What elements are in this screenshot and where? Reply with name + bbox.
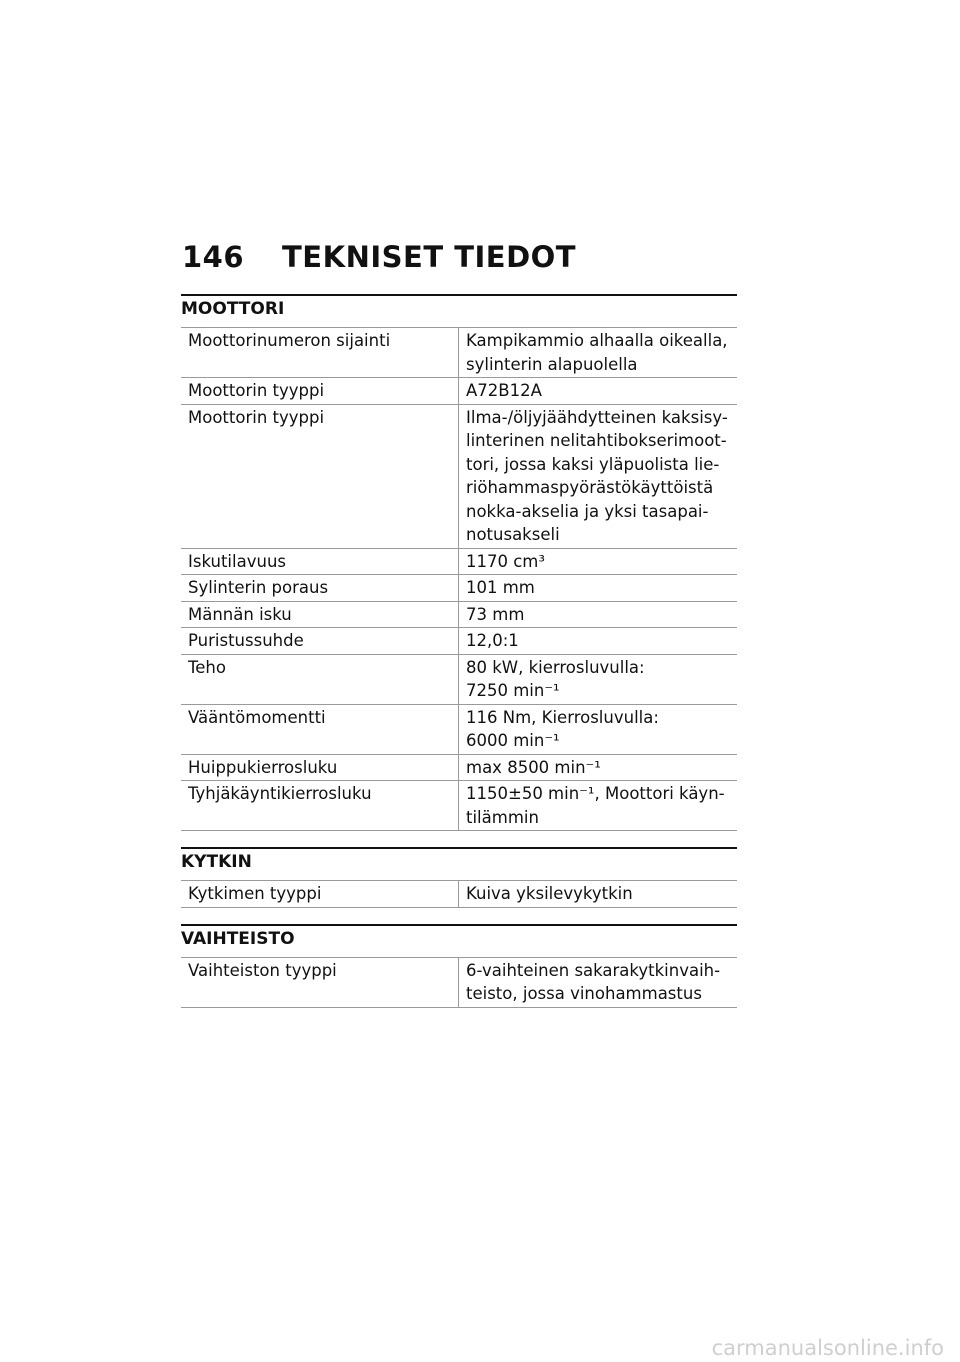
spec-value: [459, 575, 738, 602]
spec-value: [459, 781, 738, 831]
spec-value-line: 12,0:1: [466, 631, 519, 650]
spec-table: [181, 327, 737, 831]
spec-label: Kytkimen tyyppi: [181, 881, 459, 908]
spec-value: [459, 881, 738, 908]
spec-value-line: max 8500 min⁻¹: [466, 757, 601, 777]
table-row: [181, 781, 737, 831]
spec-value-line: 73 mm: [466, 604, 525, 624]
spec-label: Tyhjäkäyntikierrosluku: [181, 781, 459, 831]
spec-table: [181, 957, 737, 1008]
spec-value-line: riöhammaspyörästökäyttöistä: [466, 478, 714, 497]
table-row: [181, 378, 737, 405]
spec-value-line: 6-vaihteinen sakarakytkinvaih-: [466, 960, 721, 980]
chapter-title: TEKNISET TIEDOT: [282, 240, 577, 274]
spec-label: Moottorin tyyppi: [181, 404, 459, 548]
spec-label: Vääntömomentti: [181, 704, 459, 754]
spec-value: [459, 601, 738, 628]
spec-value-line: 80 kW, kierrosluvulla:: [466, 657, 645, 677]
spec-value-line: Ilma-/öljyjäähdytteinen kaksisy-: [466, 407, 728, 427]
spec-value-line: A72B12A: [466, 381, 542, 400]
spec-value-line: sylinterin alapuolella: [466, 354, 638, 374]
spec-value: [459, 548, 738, 575]
spec-value-line: 1170 cm³: [466, 551, 545, 571]
spec-value-line: teisto, jossa vinohammastus: [466, 984, 702, 1003]
table-row: [181, 328, 737, 378]
table-row: [181, 957, 737, 1007]
section-title: MOOTTORI: [181, 294, 737, 327]
spec-value-line: tilämmin: [466, 807, 539, 827]
spec-value: [459, 328, 738, 378]
spec-label: Puristussuhde: [181, 628, 459, 655]
spec-value-line: tori, jossa kaksi yläpuolista lie-: [466, 454, 720, 474]
spec-value-line: 101 mm: [466, 578, 535, 597]
spec-section: [181, 924, 737, 1008]
table-row: [181, 654, 737, 704]
spec-value-line: Kampikammio alhaalla oikealla,: [466, 331, 728, 350]
table-row: [181, 754, 737, 781]
spec-label: Moottorin tyyppi: [181, 378, 459, 405]
page-number: 146: [182, 240, 245, 274]
spec-value: [459, 628, 738, 655]
spec-value-line: 6000 min⁻¹: [466, 731, 560, 750]
spec-value-line: linterinen nelitahtibokserimoot-: [466, 431, 727, 450]
page-header: [182, 240, 576, 274]
spec-label: Moottorinumeron sijainti: [181, 328, 459, 378]
spec-label: Iskutilavuus: [181, 548, 459, 575]
spec-label: Teho: [181, 654, 459, 704]
table-row: [181, 404, 737, 548]
spec-value-line: nokka-akselia ja yksi tasapai-: [466, 501, 709, 521]
spec-value: [459, 754, 738, 781]
table-row: [181, 881, 737, 908]
spec-content: [181, 294, 737, 1024]
spec-value: [459, 704, 738, 754]
spec-table: [181, 880, 737, 908]
spec-value-line: 7250 min⁻¹: [466, 681, 560, 700]
table-row: [181, 628, 737, 655]
spec-value-line: Kuiva yksilevykytkin: [466, 884, 633, 903]
spec-label: Sylinterin poraus: [181, 575, 459, 602]
spec-label: Männän isku: [181, 601, 459, 628]
spec-value: [459, 957, 738, 1007]
spec-value: [459, 378, 738, 405]
table-row: [181, 575, 737, 602]
section-title: KYTKIN: [181, 847, 737, 880]
spec-label: Huippukierrosluku: [181, 754, 459, 781]
table-row: [181, 601, 737, 628]
spec-value: [459, 654, 738, 704]
table-row: [181, 704, 737, 754]
section-title: VAIHTEISTO: [181, 924, 737, 957]
spec-label: Vaihteiston tyyppi: [181, 957, 459, 1007]
spec-value: [459, 404, 738, 548]
spec-value-line: 116 Nm, Kierrosluvulla:: [466, 707, 659, 727]
watermark: carmanualsonline.info: [711, 1336, 944, 1360]
spec-section: [181, 294, 737, 831]
table-row: [181, 548, 737, 575]
spec-value-line: 1150±50 min⁻¹, Moottori käyn-: [466, 784, 725, 803]
spec-section: [181, 847, 737, 908]
spec-value-line: notusakseli: [466, 525, 560, 544]
